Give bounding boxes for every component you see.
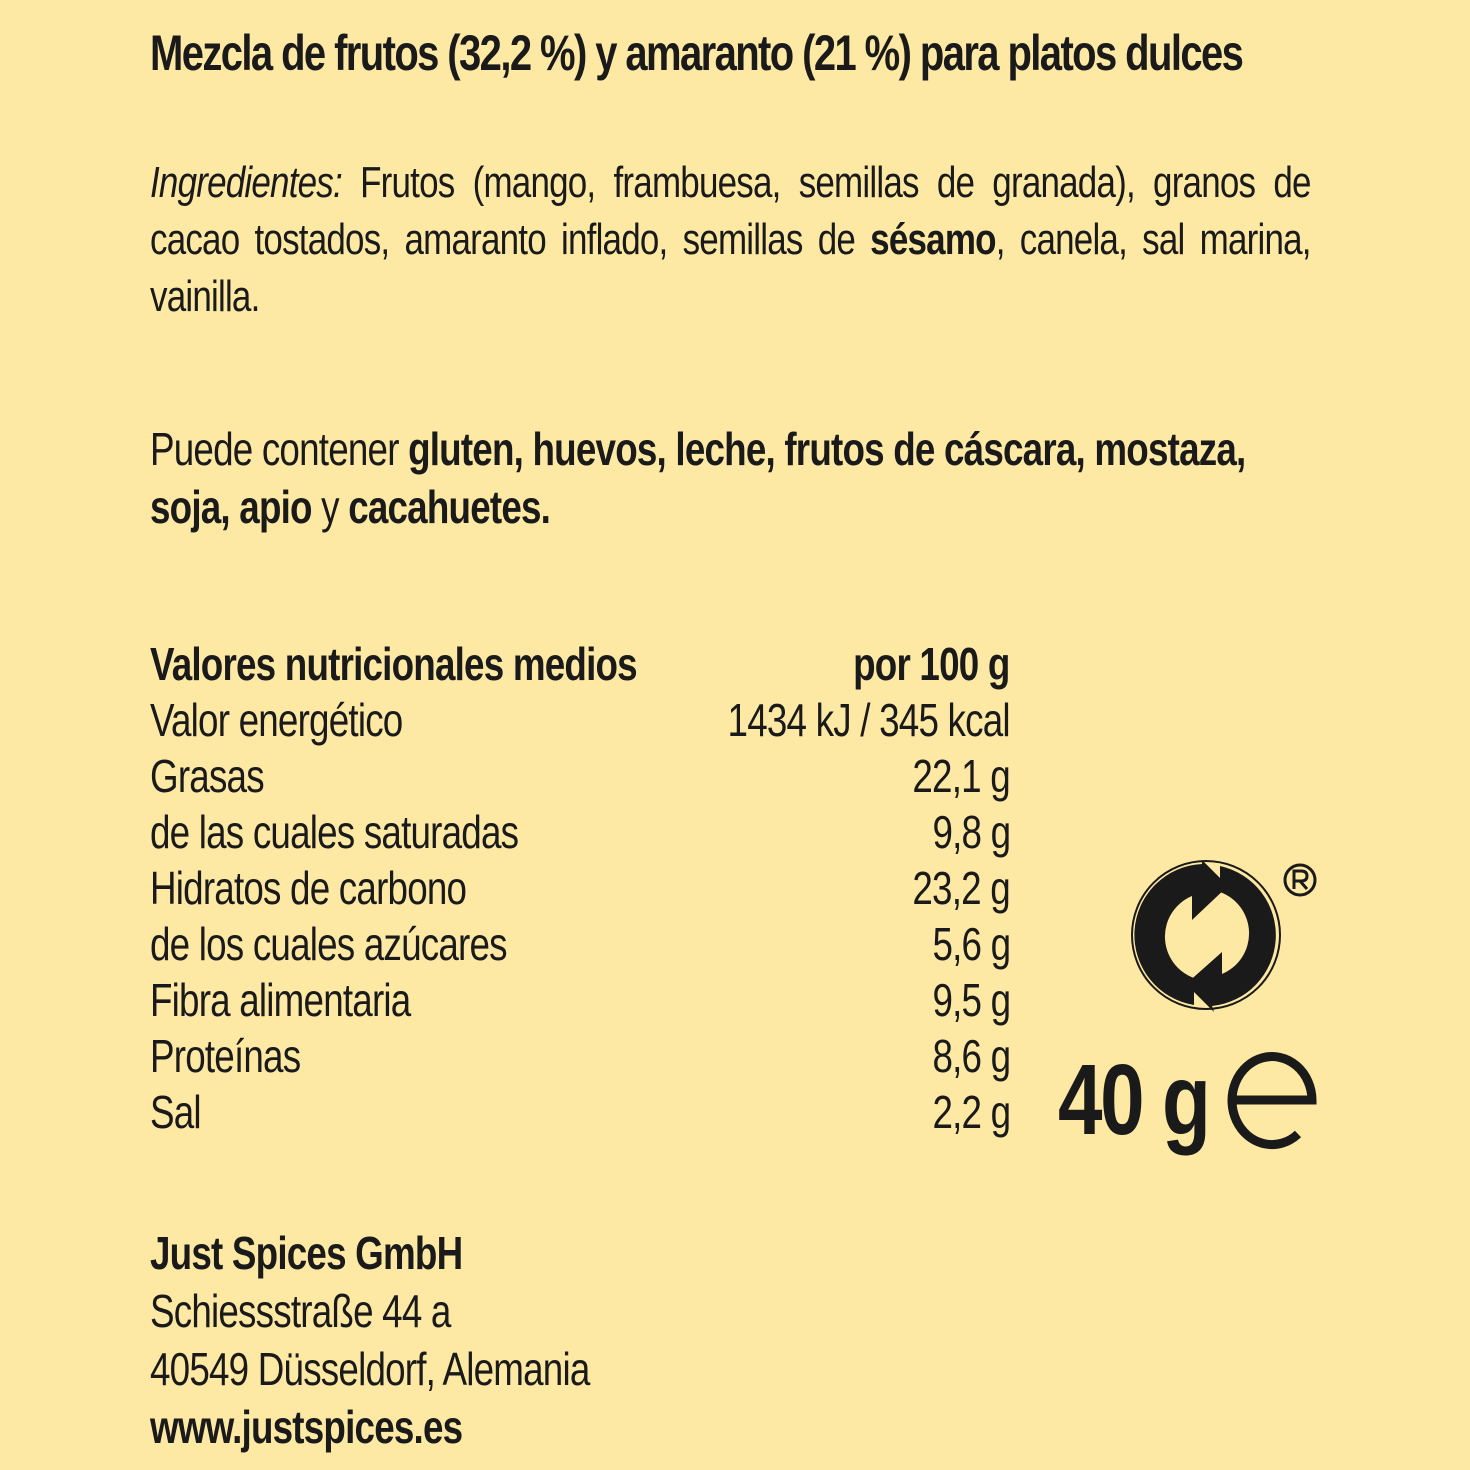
nutrition-row [150, 1028, 1010, 1084]
nutrition-label: Valor energético [150, 694, 403, 746]
nutrition-row [150, 916, 1010, 972]
nutrition-label: Proteínas [150, 1030, 301, 1082]
allergen-notice [150, 420, 1318, 536]
allergen-last: cacahuetes. [348, 481, 551, 533]
nutrition-value: 1434 kJ / 345 kcal [727, 694, 1010, 746]
nutrition-label: de las cuales saturadas [150, 806, 519, 858]
nutrition-label: Grasas [150, 750, 264, 802]
ingredients-list-part1: Frutos (mango, frambuesa, semillas de granada), granos de cacao tostados, amaranto inflado, semillas de [150, 158, 1311, 264]
nutrition-value: 22,1 g [912, 750, 1010, 802]
company-name: Just Spices GmbH [150, 1227, 463, 1279]
green-dot-icon [1130, 858, 1322, 1018]
ingredients-allergen: sésamo [870, 215, 996, 264]
nutrition-header-value: por 100 g [853, 638, 1010, 690]
nutrition-label: Hidratos de carbono [150, 862, 467, 914]
nutrition-value: 9,8 g [932, 806, 1010, 858]
product-title: Mezcla de frutos (32,2 %) y amaranto (21 %) para platos dulces [150, 25, 1243, 81]
ingredients-list-part2: , canela, sal marina, vainilla. [150, 215, 1311, 321]
nutrition-value: 9,5 g [932, 974, 1010, 1026]
nutrition-value: 5,6 g [932, 918, 1010, 970]
nutrition-row [150, 804, 1010, 860]
estimated-e-icon [1224, 1050, 1320, 1150]
ingredients-label: Ingredientes: [150, 158, 342, 207]
nutrition-row [150, 692, 1010, 748]
company-street: Schiessstraße 44 a [150, 1285, 451, 1337]
nutrition-header-label: Valores nutricionales medios [150, 638, 637, 690]
nutrition-row [150, 1084, 1010, 1140]
allergen-list: gluten, huevos, leche, frutos de cáscara, mostaza, soja, apio [150, 423, 1246, 533]
nutrition-label: de los cuales azúcares [150, 918, 507, 970]
nutrition-value: 8,6 g [932, 1030, 1010, 1082]
nutrition-row [150, 748, 1010, 804]
nutrition-row [150, 972, 1010, 1028]
company-info [150, 1224, 950, 1456]
nutrition-table [150, 636, 1010, 1140]
allergen-connector: y [311, 481, 349, 533]
allergen-prefix: Puede contener [150, 423, 409, 475]
nutrition-value: 23,2 g [912, 862, 1010, 914]
net-weight: 40 g [1058, 1044, 1209, 1156]
nutrition-row [150, 860, 1010, 916]
ingredients-text [150, 154, 1311, 325]
nutrition-label: Fibra alimentaria [150, 974, 411, 1026]
company-website: www.justspices.es [150, 1401, 463, 1453]
nutrition-label: Sal [150, 1086, 201, 1138]
company-city: 40549 Düsseldorf, Alemania [150, 1343, 590, 1395]
nutrition-header [150, 636, 1010, 692]
nutrition-value: 2,2 g [932, 1086, 1010, 1138]
